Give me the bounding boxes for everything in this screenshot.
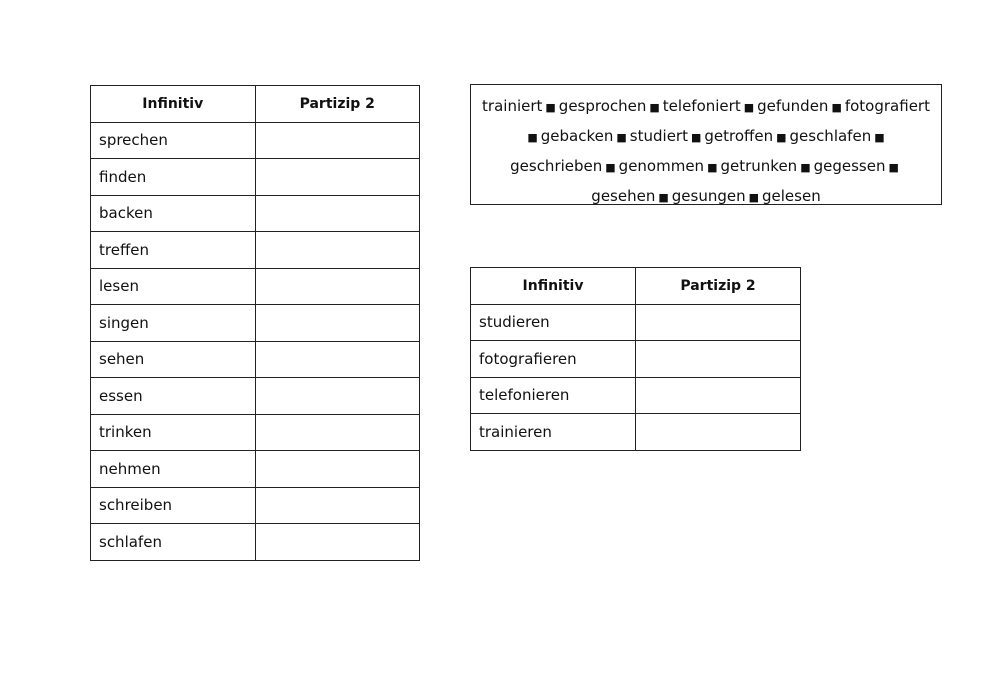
infinitiv-cell: essen <box>91 378 256 415</box>
infinitiv-cell: nehmen <box>91 451 256 488</box>
verb-table-right <box>470 267 801 451</box>
partizip-answer-cell[interactable] <box>255 378 420 415</box>
infinitiv-cell: treffen <box>91 232 256 269</box>
infinitiv-cell: telefonieren <box>471 377 636 414</box>
partizip-answer-cell[interactable] <box>255 159 420 196</box>
separator-square: ■ <box>649 101 660 114</box>
word-bank-line <box>477 122 935 152</box>
separator-square: ■ <box>690 131 702 144</box>
partizip-answer-cell[interactable] <box>255 451 420 488</box>
partizip-answer-cell[interactable] <box>255 414 420 451</box>
infinitiv-cell: trinken <box>91 414 256 451</box>
table-header-row <box>91 86 420 123</box>
infinitiv-cell: sehen <box>91 341 256 378</box>
partizip-answer-cell[interactable] <box>255 195 420 232</box>
table-row <box>91 378 420 415</box>
separator-square: ■ <box>616 131 627 144</box>
table-row <box>471 414 801 451</box>
partizip-answer-cell[interactable] <box>255 232 420 269</box>
separator-square: ■ <box>605 161 616 174</box>
table-row <box>471 377 801 414</box>
word-bank-word: gesungen <box>671 187 746 205</box>
word-bank-word: gefunden <box>757 97 829 115</box>
table-row <box>91 122 420 159</box>
infinitiv-cell: fotografieren <box>471 341 636 378</box>
column-header-infinitiv: Infinitiv <box>471 268 636 305</box>
word-bank-word: studiert <box>629 127 688 145</box>
word-bank-word: geschrieben <box>510 157 603 175</box>
separator-square: ■ <box>776 131 787 144</box>
separator-square: ■ <box>800 161 811 174</box>
partizip-answer-cell[interactable] <box>255 305 420 342</box>
table-row <box>91 487 420 524</box>
partizip-answer-cell[interactable] <box>636 341 801 378</box>
word-bank-word: fotografiert <box>844 97 930 115</box>
separator-square: ■ <box>874 131 885 144</box>
infinitiv-cell: lesen <box>91 268 256 305</box>
word-bank-word: telefoniert <box>662 97 741 115</box>
column-header-infinitiv: Infinitiv <box>91 86 256 123</box>
partizip-answer-cell[interactable] <box>636 377 801 414</box>
verb-table-left <box>90 85 420 561</box>
partizip-answer-cell[interactable] <box>255 268 420 305</box>
infinitiv-cell: trainieren <box>471 414 636 451</box>
separator-square: ■ <box>658 191 669 204</box>
word-bank-word: getroffen <box>704 127 774 145</box>
infinitiv-cell: singen <box>91 305 256 342</box>
table-row <box>91 159 420 196</box>
partizip-answer-cell[interactable] <box>255 524 420 561</box>
word-bank-line <box>477 92 935 122</box>
infinitiv-cell: studieren <box>471 304 636 341</box>
table-row <box>91 195 420 232</box>
infinitiv-cell: sprechen <box>91 122 256 159</box>
partizip-answer-cell[interactable] <box>636 304 801 341</box>
separator-square: ■ <box>707 161 718 174</box>
infinitiv-cell: backen <box>91 195 256 232</box>
column-header-partizip: Partizip 2 <box>636 268 801 305</box>
separator-square: ■ <box>743 101 755 114</box>
separator-square: ■ <box>831 101 842 114</box>
word-bank-word: getrunken <box>720 157 798 175</box>
word-bank <box>470 84 942 205</box>
table-header-row <box>471 268 801 305</box>
word-bank-word: gelesen <box>762 187 821 205</box>
table-row <box>471 304 801 341</box>
word-bank-word: genommen <box>618 157 705 175</box>
table-row <box>471 341 801 378</box>
table-body <box>91 122 420 560</box>
table-row <box>91 268 420 305</box>
infinitiv-cell: schlafen <box>91 524 256 561</box>
infinitiv-cell: finden <box>91 159 256 196</box>
word-bank-word: gegessen <box>813 157 886 175</box>
table-row <box>91 305 420 342</box>
word-bank-word: trainiert <box>482 97 543 115</box>
word-bank-word: geschlafen <box>789 127 872 145</box>
partizip-answer-cell[interactable] <box>636 414 801 451</box>
word-bank-word: gesprochen <box>558 97 647 115</box>
partizip-answer-cell[interactable] <box>255 487 420 524</box>
infinitiv-cell: schreiben <box>91 487 256 524</box>
table-row <box>91 414 420 451</box>
word-bank-word: gesehen <box>591 187 656 205</box>
separator-square: ■ <box>888 161 899 174</box>
column-header-partizip: Partizip 2 <box>255 86 420 123</box>
word-bank-line <box>477 182 935 212</box>
separator-square: ■ <box>527 131 538 144</box>
table-row <box>91 341 420 378</box>
table-row <box>91 232 420 269</box>
word-bank-line <box>477 152 935 182</box>
table-row <box>91 524 420 561</box>
separator-square: ■ <box>748 191 759 204</box>
separator-square: ■ <box>545 101 556 114</box>
partizip-answer-cell[interactable] <box>255 122 420 159</box>
table-row <box>91 451 420 488</box>
table-body <box>471 304 801 450</box>
partizip-answer-cell[interactable] <box>255 341 420 378</box>
word-bank-word: gebacken <box>540 127 614 145</box>
